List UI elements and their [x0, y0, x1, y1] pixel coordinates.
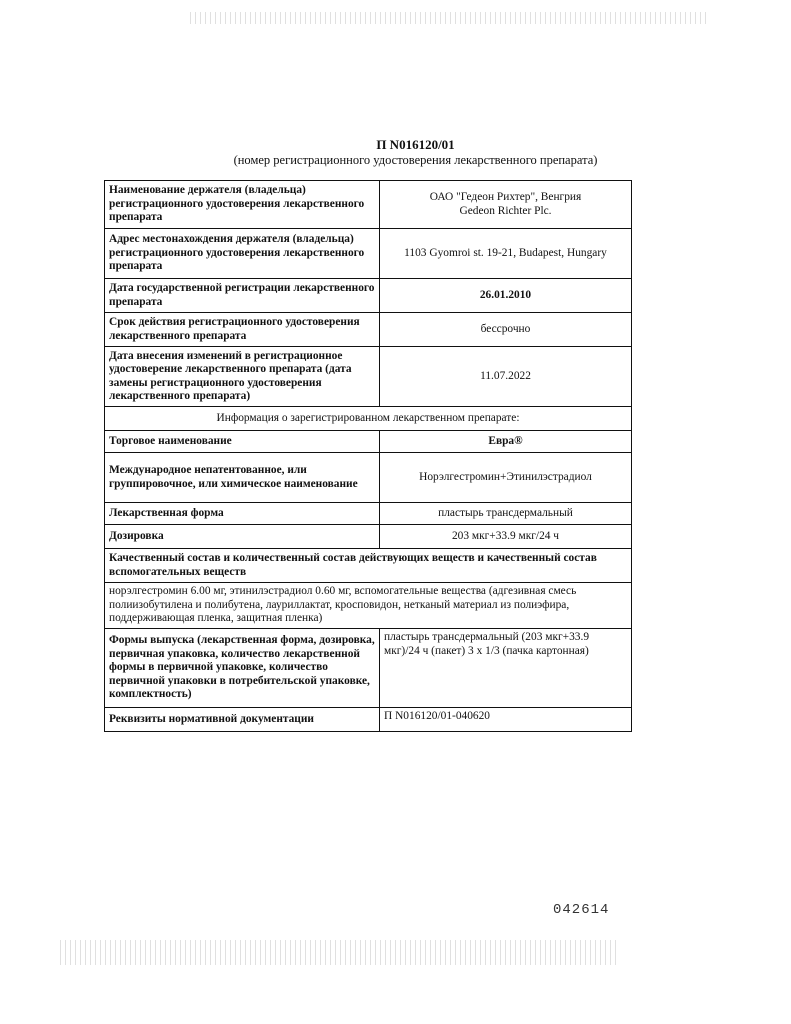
row-value: [380, 181, 632, 229]
table-row: [105, 181, 632, 229]
row-label: Дата государственной регистрации лекарственного препарата: [105, 279, 380, 313]
row-value: 203 мкг+33.9 мкг/24 ч: [380, 525, 632, 549]
row-value: пластырь трансдермальный (203 мкг+33.9 мкг)/24 ч (пакет) 3 х 1/3 (пачка картонная): [380, 629, 632, 708]
table-row: [105, 503, 632, 525]
row-value: 1103 Gyomroi st. 19-21, Budapest, Hungary: [380, 229, 632, 279]
table-row: [105, 431, 632, 453]
certificate-number: П N016120/01: [376, 137, 455, 152]
table-row: [105, 549, 632, 583]
row-value: пластырь трансдермальный: [380, 503, 632, 525]
row-value: бессрочно: [380, 313, 632, 347]
row-label: Лекарственная форма: [105, 503, 380, 525]
row-value: П N016120/01-040620: [380, 708, 632, 732]
table-row: [105, 525, 632, 549]
row-value: Евра®: [380, 431, 632, 453]
table-row: [105, 453, 632, 503]
certificate-subtitle: (номер регистрационного удостоверения лекарственного препарата): [233, 153, 598, 167]
scan-noise: [190, 12, 710, 24]
row-label: Дата внесения изменений в регистрационное удостоверение лекарственного препарата (дата замены регистрационного удостоверения лекарственного препарата): [105, 347, 380, 407]
composition-value: норэлгестромин 6.00 мг, этинилэстрадиол 0.60 мг, вспомогательные вещества (адгезивная смесь полиизобутилена и полибутена, лауриллактат, кросповидон, нетканый материал из полиэфира, поддерживающая пленка, защитная пленка): [105, 583, 632, 629]
row-label: Срок действия регистрационного удостоверения лекарственного препарата: [105, 313, 380, 347]
holder-en: Gedeon Richter Plc.: [459, 204, 552, 217]
row-value: 11.07.2022: [380, 347, 632, 407]
table-row: [105, 313, 632, 347]
row-value: 26.01.2010: [380, 279, 632, 313]
table-row: [105, 583, 632, 629]
row-label: Формы выпуска (лекарственная форма, дозировка, первичная упаковка, количество лекарственной формы в первичной упаковке, количество первичной упаковки в потребительской упаковке, комплектность): [105, 629, 380, 708]
composition-label: Качественный состав и количественный состав действующих веществ и качественный состав вспомогательных веществ: [105, 549, 632, 583]
page-stamp-number: 042614: [553, 902, 610, 918]
table-row: [105, 407, 632, 431]
table-row: [105, 229, 632, 279]
row-label: Адрес местонахождения держателя (владельца) регистрационного удостоверения лекарственного препарата: [105, 229, 380, 279]
table-row: [105, 279, 632, 313]
table-row: [105, 347, 632, 407]
table-row: [105, 629, 632, 708]
row-label: Торговое наименование: [105, 431, 380, 453]
info-header: Информация о зарегистрированном лекарственном препарате:: [105, 407, 632, 431]
holder-ru: ОАО "Гедеон Рихтер", Венгрия: [429, 191, 582, 203]
row-label: Дозировка: [105, 525, 380, 549]
row-label: Реквизиты нормативной документации: [105, 708, 380, 732]
registration-table: [104, 180, 632, 732]
row-label: Международное непатентованное, или группировочное, или химическое наименование: [105, 453, 380, 503]
scan-noise: [60, 940, 620, 965]
row-value: Норэлгестромин+Этинилэстрадиол: [380, 453, 632, 503]
row-label: Наименование держателя (владельца) регистрационного удостоверения лекарственного препарата: [105, 181, 380, 229]
table-row: [105, 708, 632, 732]
